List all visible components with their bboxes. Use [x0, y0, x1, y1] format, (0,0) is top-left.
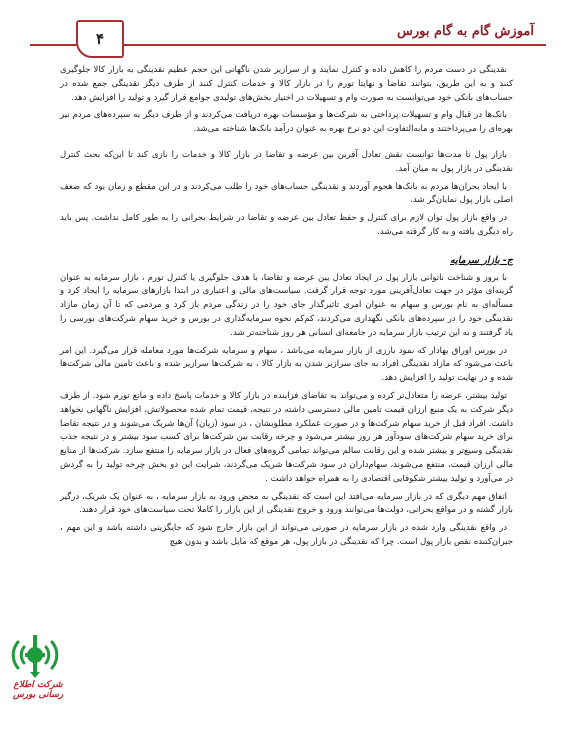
document-body [60, 64, 513, 554]
paragraph-3: بازار پول تا مدت‌ها توانست نقش تعادل آفرین بین عرضه و تقاضا در بازار کالا و خدمات را بازی کند تا این‌که بحث کنترل نقدینگی در بازار پول به میان آمد. [60, 149, 513, 174]
paragraph-6: با بروز و شناخت ناتوانی بازار پول در ایجاد تعادل بین عرضه و تقاضا، با هدف جلوگیری یا کنترل تورم ، بازار سرمایه به عنوان گزینه‌ای مؤثر در جهت تعادل‌آفرینی مورد توجه قرار گرفت. سیاست‌های مالی و اعتباری در ابتدا بازارهای سرمایه را ایجاد کرد و مسأله‌ای به نام بورس و سهام به عنوان امری تاثیرگذار جای خود را در زندگی مردم باز کرد و مردمی که تا آن زمان مازاد نقدینگی خود را در سپرده‌های بانکی نگهداری می‌کردند، کم‌کم نحوه سرمایه‌گذاری در بورس و خرید سهام شرکت‌های بورسی را یاد گرفتند و به این ترتیب بازار سرمایه در جامعه‌ای انسانی هر روز شناخته‌تر شد. [60, 272, 513, 338]
section-heading: ج- بازار سرمایه [450, 254, 513, 266]
page-number-box [76, 20, 124, 58]
paragraph-7: در بورس اوراق بهادار که نمود بارزی از بازار سرمایه می‌باشد ، سهام و سرمایه شرکت‌ها مورد معامله قرار می‌گیرد. این امر باعث می‌شود که مازاد نقدینگی افراد به جای سرازیر شدن به بازار کالا ، به شرکت‌ها سرازیر شده و باعث تامین مالی شرکت‌ها شده و در نهایت تولید را افزایش دهد. [60, 345, 513, 384]
company-logo [8, 630, 62, 680]
paragraph-10: در واقع نقدینگی وارد شده در بازار سرمایه در صورتی می‌تواند از این بازار خارج شود که جایگزینی داشته باشد و این مهم ، جبران‌کننده نقص بازار پول است. چرا که نقدینگی در بازار پول، هر موقع که مایل باشد و بدون هیچ [60, 523, 513, 547]
paragraph-9: اتفاق مهم دیگری که در بازار سرمایه می‌افتد این است که نقدینگی به محض ورود به بازار سرمایه ، به عنوان یک شریک، درگیر بازار گشته و در مواقع بحرانی، دولت‌ها می‌توانند ورود و خروج نقدینگی از این بازار را کاملا تحت سیاست‌های خود قرار دهند. [60, 491, 513, 516]
page-number: ۴ [95, 30, 105, 48]
broadcast-antenna-icon [8, 630, 62, 680]
paragraph-1: نقدینگی در دست مردم را کاهش داده و کنترل نمایند و از سرازیر شدن ناگهانی این حجم عظیم نقدینگی به بازار کالا جلوگیری کنند و به این طریق، بتوانند تقاضا و نهایتا تورم را در بازار کالا و خدمات کنترل کنند از طرف دیگر نقدینگی جمع شده در حساب‌های بانکی خود می‌توانست به صورت وام و تسهیلات در اختیار بخش‌های تولیدی جوامع قرار گیرد و تولید را افزایش دهد. [60, 65, 513, 103]
paragraph-8: تولید بیشتر، عرضه را متعادل‌تر کرده و می‌تواند به تقاضای فزاینده در بازار کالا و خدمات پاسخ داده و مانع تورم شود. از طرف دیگر شرکت به یک منبع ارزان قیمت تامین مالی دسترسی داشته در نتیجه، قیمت تمام شده محصولاتش، افزایش ناگهانی نخواهد داشت. افراد قبل از خرید سهام شرکت‌ها و در صورت عملکرد مطلوبشان ، در سود (زیان) آن‌ها شریک می‌شوند و در نتیجه تقاضا برای خرید سهام شرکت‌های سودآور هر روز بیشتر می‌شود و چرخه رقابت بین شرکت‌ها برای کسب سود بیشتر و در نتیجه جذب نقدینگی وسیع‌تر و بیشتر شده و این رقابت سالم می‌تواند تمامی گروه‌های فعال در بازار سرمایه را منتفع سازد. شرکت‌ها از منابع مالی ارزان قیمت، منتفع می‌شوند، سهام‌داران در سود شرکت‌ها شریک می‌گردند، شرایت این دو بخش چرخه تولید را به گردش در می‌آورد و تولید بیشتر شکوفایی اقتصادی را به همراه خواهد داشت . [60, 390, 513, 484]
header-title: آموزش گام به گام بورس [396, 24, 534, 39]
paragraph-5: در واقع بازار پول توان لازم برای کنترل و حفظ تعادل بین عرضه و تقاضا در شرایط بحرانی را به طور کامل نداشت. پس باید راه دیگری یافته و به کار گرفته می‌شد. [60, 213, 513, 237]
paragraph-2: بانک‌ها در قبال وام و تسهیلات پرداختی به شرکت‌ها و مؤسسات بهره دریافت می‌کردند و از طرف دیگر به سپرده‌های مردم نیز بهره‌ای را می‌پرداختند و مابه‌التفاوت این دو نرخ بهره به عنوان درآمد بانک‌ها شناخته می‌شد. [60, 110, 513, 135]
paragraph-4: با ایجاد بحران‌ها مردم به بانک‌ها هجوم آوردند و نقدینگی حساب‌های خود را طلب می‌کردند و در این مقطع و زمان بود که ضعف اصلی بازار پول نمایان‌گر شد. [60, 181, 513, 206]
logo-caption: شرکت اطلاع رسانی بورس [12, 680, 64, 700]
